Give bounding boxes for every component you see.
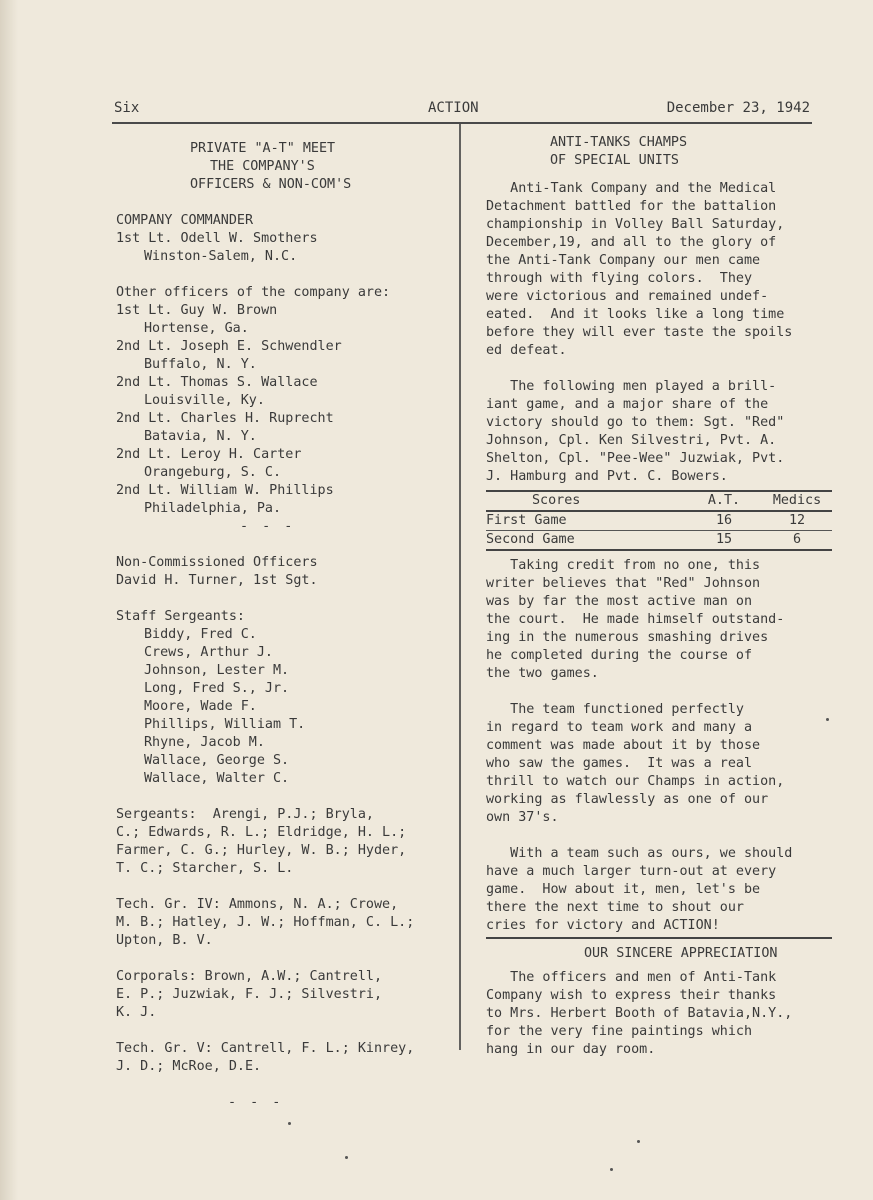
text-line: before they will ever taste the spoils bbox=[486, 325, 793, 340]
score-table bbox=[486, 490, 832, 551]
officer-name: 2nd Lt. Leroy H. Carter bbox=[116, 447, 302, 462]
text-line: who saw the games. It was a real bbox=[486, 756, 753, 771]
tech5-line: J. D.; McRoe, D.E. bbox=[116, 1059, 262, 1074]
officer-name: 2nd Lt. William W. Phillips bbox=[116, 483, 334, 498]
at-score: 16 bbox=[715, 513, 733, 528]
text-line: there the next time to shout our bbox=[486, 900, 744, 915]
text-line: in regard to team work and many a bbox=[486, 720, 753, 735]
text-line: With a team such as ours, we should bbox=[486, 846, 793, 861]
list-item: Rhyne, Jacob M. bbox=[144, 735, 265, 750]
article-paragraph bbox=[486, 701, 836, 827]
issue-date: December 23, 1942 bbox=[666, 100, 810, 116]
list-item: Wallace, Walter C. bbox=[144, 771, 290, 786]
text-line: Shelton, Cpl. "Pee-Wee" Juzwiak, Pvt. bbox=[486, 451, 785, 466]
text-line: The officers and men of Anti-Tank bbox=[486, 970, 777, 985]
text-line: comment was made about it by those bbox=[486, 738, 761, 753]
text-line: ed defeat. bbox=[486, 343, 567, 358]
text-line: the two games. bbox=[486, 666, 599, 681]
commander-title: COMPANY COMMANDER bbox=[116, 213, 254, 228]
text-line: eated. And it looks like a long time bbox=[486, 307, 785, 322]
text-line: hang in our day room. bbox=[486, 1042, 656, 1057]
first-sergeant: David H. Turner, 1st Sgt. bbox=[116, 573, 318, 588]
corporals-line: Corporals: Brown, A.W.; Cantrell, bbox=[116, 969, 383, 984]
sports-column bbox=[486, 134, 836, 1059]
staff-sergeants-list bbox=[116, 626, 456, 788]
text-line: December,19, and all to the glory of bbox=[486, 235, 777, 250]
officer-name: 2nd Lt. Charles H. Ruprecht bbox=[116, 411, 334, 426]
roster-column bbox=[116, 140, 456, 1112]
text-line: were victorious and remained undef- bbox=[486, 289, 769, 304]
tech4-line: Upton, B. V. bbox=[116, 933, 213, 948]
list-item: Wallace, George S. bbox=[144, 753, 290, 768]
sergeants-line: Farmer, C. G.; Hurley, W. B.; Hyder, bbox=[116, 843, 407, 858]
text-line: The team functioned perfectly bbox=[486, 702, 744, 717]
column-header: Medics bbox=[772, 493, 822, 508]
text-line: own 37's. bbox=[486, 810, 559, 825]
sergeants-line: T. C.; Starcher, S. L. bbox=[116, 861, 294, 876]
article-paragraph bbox=[486, 180, 836, 360]
corporals-line: K. J. bbox=[116, 1005, 157, 1020]
officer-hometown: Batavia, N. Y. bbox=[144, 429, 257, 444]
column-header: A.T. bbox=[707, 493, 741, 508]
paper-speck bbox=[288, 1122, 291, 1125]
article-paragraph bbox=[486, 557, 836, 683]
table-row bbox=[486, 531, 832, 549]
officer-name: 2nd Lt. Thomas S. Wallace bbox=[116, 375, 318, 390]
list-item: Long, Fred S., Jr. bbox=[144, 681, 290, 696]
text-line: championship in Volley Ball Saturday, bbox=[486, 217, 785, 232]
page-edge-shadow bbox=[0, 0, 18, 1200]
list-item: Biddy, Fred C. bbox=[144, 627, 257, 642]
paper-speck bbox=[610, 1168, 613, 1171]
officer-hometown: Philadelphia, Pa. bbox=[144, 501, 282, 516]
tech5-line: Tech. Gr. V: Cantrell, F. L.; Kinrey, bbox=[116, 1041, 415, 1056]
officer-hometown: Hortense, Ga. bbox=[144, 321, 249, 336]
text-line: ing in the numerous smashing drives bbox=[486, 630, 769, 645]
game-label: Second Game bbox=[486, 532, 575, 547]
article-paragraph bbox=[486, 969, 836, 1059]
page-header bbox=[114, 100, 810, 124]
text-line: working as flawlessly as one of our bbox=[486, 792, 769, 807]
officer-hometown: Orangeburg, S. C. bbox=[144, 465, 282, 480]
staff-sergeants-title: Staff Sergeants: bbox=[116, 609, 245, 624]
officer-hometown: Buffalo, N. Y. bbox=[144, 357, 257, 372]
text-line: Detachment battled for the battalion bbox=[486, 199, 777, 214]
page-number: Six bbox=[114, 100, 140, 116]
medics-score: 12 bbox=[788, 513, 806, 528]
column-divider bbox=[459, 124, 461, 1050]
end-divider: - - - bbox=[228, 1095, 284, 1110]
article-rule bbox=[486, 937, 832, 939]
text-line: was by far the most active man on bbox=[486, 594, 753, 609]
text-line: Taking credit from no one, this bbox=[486, 558, 761, 573]
heading-line: OF SPECIAL UNITS bbox=[550, 153, 679, 168]
publication-title: ACTION bbox=[428, 100, 479, 116]
text-line: cries for victory and ACTION! bbox=[486, 918, 720, 933]
text-line: for the very fine paintings which bbox=[486, 1024, 753, 1039]
text-line: Johnson, Cpl. Ken Silvestri, Pvt. A. bbox=[486, 433, 777, 448]
game-label: First Game bbox=[486, 513, 567, 528]
article-paragraph bbox=[486, 845, 836, 935]
text-line: The following men played a brill- bbox=[486, 379, 777, 394]
text-line: to Mrs. Herbert Booth of Batavia,N.Y., bbox=[486, 1006, 793, 1021]
tech4-line: M. B.; Hatley, J. W.; Hoffman, C. L.; bbox=[116, 915, 415, 930]
text-line: J. Hamburg and Pvt. C. Bowers. bbox=[486, 469, 728, 484]
text-line: Company wish to express their thanks bbox=[486, 988, 777, 1003]
paper-speck bbox=[345, 1156, 348, 1159]
heading-line: PRIVATE "A-T" MEET bbox=[190, 141, 336, 156]
section-divider: - - - bbox=[240, 519, 296, 534]
table-row bbox=[486, 512, 832, 531]
at-score: 15 bbox=[715, 532, 733, 547]
list-item: Crews, Arthur J. bbox=[144, 645, 273, 660]
corporals-line: E. P.; Juzwiak, F. J.; Silvestri, bbox=[116, 987, 383, 1002]
text-line: victory should go to them: Sgt. "Red" bbox=[486, 415, 785, 430]
article-paragraph bbox=[486, 378, 836, 486]
heading-line: THE COMPANY'S bbox=[210, 159, 315, 174]
list-item: Moore, Wade F. bbox=[144, 699, 257, 714]
officer-name: 2nd Lt. Joseph E. Schwendler bbox=[116, 339, 342, 354]
column-header: Scores bbox=[532, 493, 581, 508]
heading-line: OFFICERS & NON-COM'S bbox=[190, 177, 352, 192]
nco-title: Non-Commissioned Officers bbox=[116, 555, 318, 570]
table-header-row bbox=[486, 492, 832, 512]
text-line: through with flying colors. They bbox=[486, 271, 753, 286]
roster-heading bbox=[116, 140, 456, 194]
tech4-line: Tech. Gr. IV: Ammons, N. A.; Crowe, bbox=[116, 897, 399, 912]
paper-speck bbox=[637, 1140, 640, 1143]
text-line: thrill to watch our Champs in action, bbox=[486, 774, 785, 789]
officer-name: 1st Lt. Guy W. Brown bbox=[116, 303, 278, 318]
text-line: writer believes that "Red" Johnson bbox=[486, 576, 761, 591]
list-item: Johnson, Lester M. bbox=[144, 663, 290, 678]
commander-hometown: Winston-Salem, N.C. bbox=[144, 249, 298, 264]
heading-line: ANTI-TANKS CHAMPS bbox=[550, 135, 688, 150]
sergeants-line: Sergeants: Arengi, P.J.; Bryla, bbox=[116, 807, 374, 822]
text-line: iant game, and a major share of the bbox=[486, 397, 769, 412]
text-line: the Anti-Tank Company our men came bbox=[486, 253, 761, 268]
sergeants-line: C.; Edwards, R. L.; Eldridge, H. L.; bbox=[116, 825, 407, 840]
officer-hometown: Louisville, Ky. bbox=[144, 393, 265, 408]
officers-intro: Other officers of the company are: bbox=[116, 285, 391, 300]
text-line: Anti-Tank Company and the Medical bbox=[486, 181, 777, 196]
text-line: the court. He made himself outstand- bbox=[486, 612, 785, 627]
text-line: he completed during the course of bbox=[486, 648, 753, 663]
commander-name: 1st Lt. Odell W. Smothers bbox=[116, 231, 318, 246]
medics-score: 6 bbox=[792, 532, 802, 547]
paper-speck bbox=[826, 718, 829, 721]
article-heading bbox=[486, 134, 836, 170]
list-item: Phillips, William T. bbox=[144, 717, 306, 732]
text-line: have a much larger turn-out at every bbox=[486, 864, 777, 879]
header-rule bbox=[112, 122, 812, 124]
appreciation-title: OUR SINCERE APPRECIATION bbox=[584, 946, 778, 961]
text-line: game. How about it, men, let's be bbox=[486, 882, 761, 897]
